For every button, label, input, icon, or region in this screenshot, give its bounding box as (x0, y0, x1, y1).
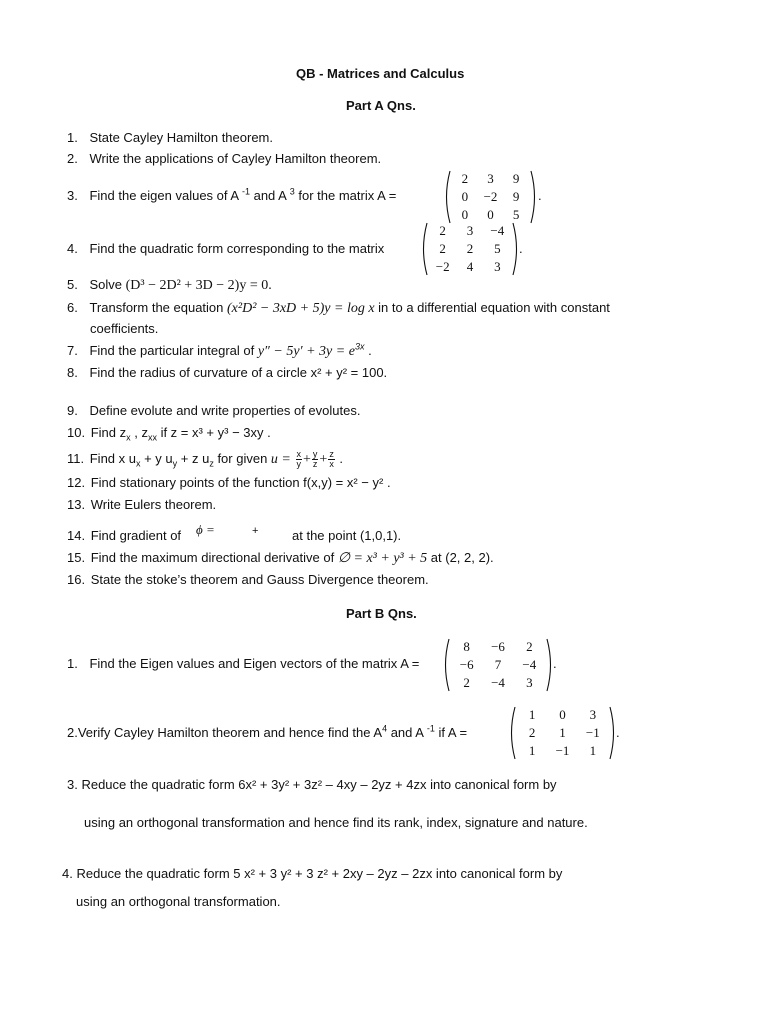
question-text: + y u (140, 451, 173, 466)
equation: ∅ = x³ + y³ + 5 (337, 551, 428, 566)
subscript: x (135, 458, 141, 469)
matrix-cell: 2 (463, 675, 470, 690)
matrix-a4 (420, 222, 520, 276)
matrix-cell: 3 (589, 707, 597, 722)
question-text: Find z (90, 425, 127, 440)
subscript: z (209, 458, 214, 469)
question-number: 10. (67, 425, 86, 440)
question-text: + z u (177, 451, 210, 466)
question-a8 (67, 365, 387, 381)
exponent: 3 (289, 186, 295, 197)
matrix-cell: 3 (526, 675, 533, 690)
left-paren (442, 638, 450, 692)
question-a2 (67, 151, 381, 167)
matrix-cell: 7 (494, 657, 502, 672)
matrix-grid (517, 706, 608, 760)
matrix-a3 (443, 170, 538, 224)
question-text: at (2, 2, 2). (427, 550, 494, 565)
question-text: in to a differential equation with constant (374, 300, 610, 315)
left-paren (508, 706, 516, 760)
matrix-cell: −6 (491, 639, 505, 654)
question-number: 11. (67, 451, 85, 466)
question-a6-continuation: coefficients. (90, 321, 159, 336)
part-a-heading: Part A Qns. (346, 98, 416, 113)
question-text: Find the quadratic form corresponding to the matrix (89, 241, 385, 256)
question-a15 (67, 550, 494, 567)
matrix-cell: −1 (585, 725, 600, 740)
matrix-cell: 0 (461, 189, 469, 204)
question-number: 1. (67, 656, 78, 671)
question-text: for the matrix A = (294, 188, 397, 203)
question-number: 16. (67, 572, 86, 587)
equation: y″ − 5y′ + 3y = e (257, 344, 355, 359)
question-text: if z = x³ + y³ − 3xy . (156, 425, 271, 440)
question-text: Find the maximum directional derivative of (90, 550, 338, 565)
matrix-cell: 0 (487, 207, 494, 222)
question-number: 3. (67, 188, 78, 203)
question-a1 (67, 130, 273, 146)
matrix-grid (451, 638, 545, 692)
left-paren (420, 222, 428, 276)
question-text: State the stoke’s theorem and Gauss Divergence theorem. (90, 572, 429, 587)
matrix-cell: −4 (491, 675, 505, 690)
matrix-grid (429, 222, 511, 276)
equation: (D³ − 2D² + 3D − 2)y = 0. (125, 278, 272, 293)
question-a12 (67, 475, 391, 491)
question-a11 (67, 448, 343, 471)
matrix-cell: 3 (466, 223, 474, 238)
question-text: Transform the equation (89, 300, 228, 315)
question-text: Find the Eigen values and Eigen vectors of the matrix A = (89, 656, 420, 671)
question-text: State Cayley Hamilton theorem. (89, 130, 273, 145)
matrix-cell: 3 (487, 171, 494, 186)
matrix-grid (452, 170, 529, 224)
part-b-heading: Part B Qns. (346, 606, 417, 621)
question-b3-line2: using an orthogonal transformation and hence find its rank, index, signature and nature. (84, 815, 588, 830)
plus-sign: + (319, 452, 328, 467)
question-text: and A (249, 188, 290, 203)
matrix-end-punct: . (538, 188, 542, 203)
question-b3-line1: 3. Reduce the quadratic form 6x² + 3y² + 3z² – 4xy – 2yz + 4zx into canonical form by (67, 777, 557, 792)
exponent: 4 (382, 723, 388, 734)
question-b4-line2: using an orthogonal transformation. (76, 894, 281, 909)
question-text: Find the particular integral of (89, 343, 258, 358)
matrix-cell: 1 (559, 725, 566, 740)
question-text: if A = (434, 725, 468, 740)
plus-sign: + (252, 525, 259, 537)
question-text: Find x u (89, 451, 136, 466)
matrix-cell: 1 (589, 743, 597, 758)
question-number: 8. (67, 365, 78, 380)
question-number: 1. (67, 130, 78, 145)
plus-sign: + (303, 452, 311, 467)
matrix-cell: 1 (528, 743, 536, 758)
page-title: QB - Matrices and Calculus (296, 66, 465, 81)
matrix-end-punct: . (553, 656, 557, 671)
fraction: $\frac{x}{y}$ (296, 449, 301, 470)
question-text: for given (213, 451, 271, 466)
question-b1 (67, 656, 419, 672)
matrix-cell: 1 (528, 707, 536, 722)
question-number: 4. (67, 241, 78, 256)
question-text: Solve (89, 277, 126, 292)
matrix-cell: 3 (494, 259, 501, 274)
question-text: Find the radius of curvature of a circle x² + y² = 100. (89, 365, 388, 380)
fraction: $\frac{y}{z}$ (312, 449, 318, 470)
subscript: xx (147, 432, 157, 443)
question-a4 (67, 241, 384, 257)
question-text: Find gradient of (90, 528, 182, 543)
equation: u = (270, 452, 291, 467)
matrix-end-punct: . (616, 725, 620, 740)
question-text: Write Eulers theorem. (90, 497, 217, 512)
exponent: -1 (426, 723, 435, 734)
question-a14 (67, 528, 181, 544)
question-text: Define evolute and write properties of evolutes. (89, 403, 361, 418)
question-a10 (67, 425, 271, 441)
question-text: , z (130, 425, 148, 440)
question-number: 2. (67, 151, 78, 166)
fraction: $\frac{z}{x}$ (329, 449, 334, 470)
question-a9 (67, 403, 360, 419)
matrix-cell: 2 (526, 639, 533, 654)
question-text: at the point (1,0,1). (292, 528, 402, 543)
question-a16 (67, 572, 429, 588)
equation: (x²D² − 3xD + 5)y = log x (227, 301, 375, 316)
matrix-cell: 0 (461, 207, 469, 222)
question-number: 9. (67, 403, 78, 418)
matrix-cell: −2 (435, 259, 450, 274)
matrix-cell: 2 (461, 171, 469, 186)
question-number: 7. (67, 343, 78, 358)
matrix-b1 (442, 638, 554, 692)
subscript: y (172, 458, 178, 469)
exponent: -1 (241, 186, 250, 197)
matrix-cell: 8 (463, 639, 470, 654)
matrix-cell: −1 (555, 743, 570, 758)
matrix-cell: 4 (466, 259, 474, 274)
matrix-cell: 2 (528, 725, 536, 740)
question-number: 13. (67, 497, 86, 512)
question-number: 14. (67, 528, 86, 543)
left-paren (443, 170, 451, 224)
question-b2 (67, 725, 467, 741)
question-text: . (335, 451, 344, 466)
question-a7 (67, 343, 372, 360)
question-text: 2.Verify Cayley Hamilton theorem and hence find the A (67, 725, 383, 740)
right-paren (530, 170, 538, 224)
question-text: Find the eigen values of A (89, 188, 242, 203)
question-text: Write the applications of Cayley Hamilton theorem. (89, 151, 382, 166)
question-b4-line1: 4. Reduce the quadratic form 5 x² + 3 y² + 3 z² + 2xy – 2yz – 2zx into canonical form by (62, 866, 563, 881)
matrix-cell: 2 (439, 241, 446, 256)
question-a5 (67, 277, 272, 294)
matrix-cell: 0 (559, 707, 566, 722)
matrix-cell: 2 (466, 241, 474, 256)
question-a13 (67, 497, 216, 513)
matrix-b2 (508, 706, 617, 760)
question-number: 5. (67, 277, 78, 292)
matrix-cell: −4 (490, 223, 505, 238)
question-text: and A (387, 725, 427, 740)
matrix-cell: 5 (494, 241, 501, 256)
question-text: Find stationary points of the function f(x,y) = x² − y² . (90, 475, 391, 490)
question-a3 (67, 188, 396, 204)
question-text: . (364, 343, 372, 358)
matrix-cell: −2 (483, 189, 498, 204)
subscript: x (126, 432, 131, 443)
matrix-end-punct: . (519, 241, 523, 256)
question-number: 15. (67, 550, 86, 565)
matrix-cell: −4 (522, 657, 537, 672)
question-a6 (67, 300, 610, 317)
exponent: 3x (354, 341, 365, 352)
matrix-cell: 2 (439, 223, 446, 238)
matrix-cell: 5 (512, 207, 520, 222)
matrix-cell: −6 (459, 657, 474, 672)
question-number: 12. (67, 475, 86, 490)
phi-symbol: ϕ = (196, 522, 215, 537)
question-number: 6. (67, 300, 78, 315)
matrix-cell: 9 (512, 171, 520, 186)
matrix-cell: 9 (512, 189, 520, 204)
